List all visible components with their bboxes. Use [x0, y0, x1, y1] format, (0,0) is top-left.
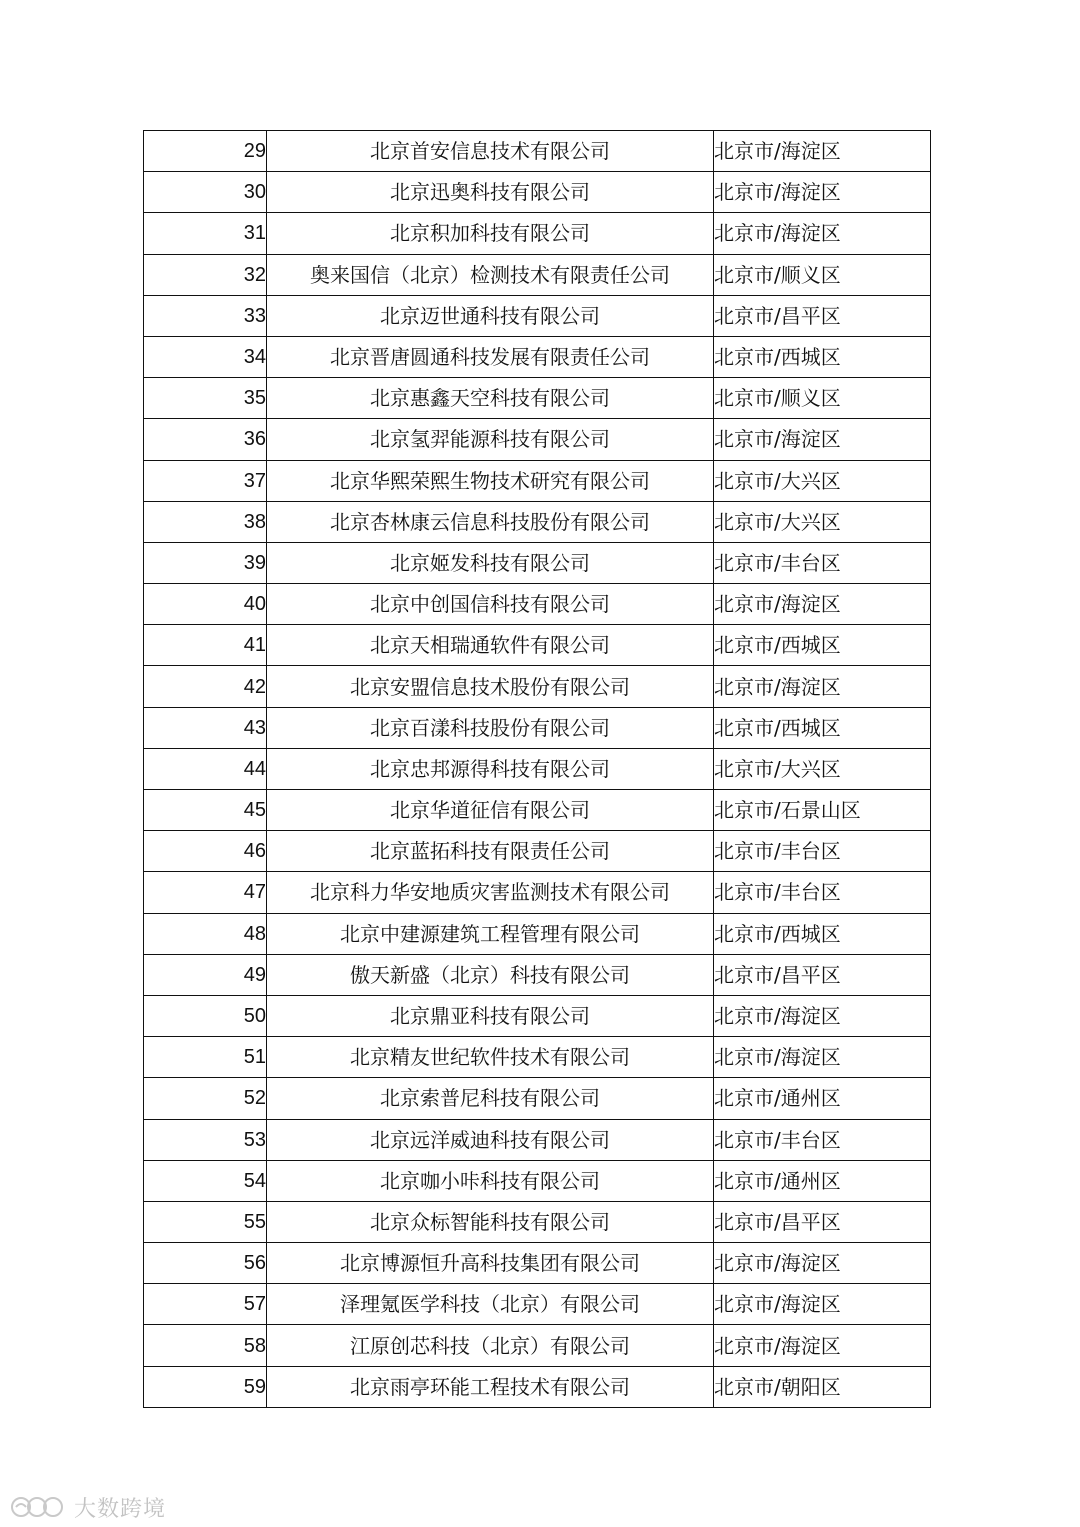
- company-location: 北京市/海淀区: [714, 995, 931, 1036]
- company-name: 北京雨亭环能工程技术有限公司: [267, 1366, 714, 1407]
- table-row: [144, 1160, 931, 1201]
- row-number: 40: [144, 584, 267, 625]
- row-number: 48: [144, 913, 267, 954]
- company-location: 北京市/西城区: [714, 336, 931, 377]
- company-location: 北京市/石景山区: [714, 790, 931, 831]
- company-name: 北京科力华安地质灾害监测技术有限公司: [267, 872, 714, 913]
- company-name: 北京杏林康云信息科技股份有限公司: [267, 501, 714, 542]
- company-name: 北京华道征信有限公司: [267, 790, 714, 831]
- table-row: [144, 172, 931, 213]
- row-number: 56: [144, 1243, 267, 1284]
- row-number: 33: [144, 295, 267, 336]
- table-row: [144, 460, 931, 501]
- company-name: 北京首安信息技术有限公司: [267, 131, 714, 172]
- company-name: 北京忠邦源得科技有限公司: [267, 748, 714, 789]
- table-row: [144, 1201, 931, 1242]
- row-number: 54: [144, 1160, 267, 1201]
- company-name: 北京远洋威迪科技有限公司: [267, 1119, 714, 1160]
- company-name: 北京晋唐圆通科技发展有限责任公司: [267, 336, 714, 377]
- company-location: 北京市/海淀区: [714, 1037, 931, 1078]
- table-row: [144, 254, 931, 295]
- table-row: [144, 1078, 931, 1119]
- company-name: 北京众标智能科技有限公司: [267, 1201, 714, 1242]
- row-number: 52: [144, 1078, 267, 1119]
- company-location: 北京市/丰台区: [714, 1119, 931, 1160]
- row-number: 30: [144, 172, 267, 213]
- company-name: 北京鼎亚科技有限公司: [267, 995, 714, 1036]
- table-row: [144, 501, 931, 542]
- company-table: [143, 130, 931, 1408]
- row-number: 42: [144, 666, 267, 707]
- row-number: 45: [144, 790, 267, 831]
- row-number: 32: [144, 254, 267, 295]
- company-name: 北京迅奥科技有限公司: [267, 172, 714, 213]
- company-name: 北京中创国信科技有限公司: [267, 584, 714, 625]
- table-row: [144, 995, 931, 1036]
- table-row: [144, 748, 931, 789]
- company-location: 北京市/昌平区: [714, 295, 931, 336]
- company-name: 北京精友世纪软件技术有限公司: [267, 1037, 714, 1078]
- company-location: 北京市/海淀区: [714, 131, 931, 172]
- brand-logo-icon: [10, 1494, 70, 1520]
- row-number: 34: [144, 336, 267, 377]
- row-number: 58: [144, 1325, 267, 1366]
- row-number: 38: [144, 501, 267, 542]
- table-row: [144, 1243, 931, 1284]
- row-number: 57: [144, 1284, 267, 1325]
- company-location: 北京市/海淀区: [714, 172, 931, 213]
- company-name: 北京索普尼科技有限公司: [267, 1078, 714, 1119]
- row-number: 35: [144, 378, 267, 419]
- company-name: 北京安盟信息技术股份有限公司: [267, 666, 714, 707]
- table-row: [144, 913, 931, 954]
- company-location: 北京市/通州区: [714, 1078, 931, 1119]
- company-location: 北京市/西城区: [714, 625, 931, 666]
- company-location: 北京市/昌平区: [714, 954, 931, 995]
- table-row: [144, 831, 931, 872]
- table-row: [144, 666, 931, 707]
- company-location: 北京市/海淀区: [714, 584, 931, 625]
- company-location: 北京市/丰台区: [714, 872, 931, 913]
- watermark: [10, 1492, 166, 1522]
- company-name: 北京华熙荣熙生物技术研究有限公司: [267, 460, 714, 501]
- row-number: 31: [144, 213, 267, 254]
- table-row: [144, 336, 931, 377]
- company-name: 傲天新盛（北京）科技有限公司: [267, 954, 714, 995]
- company-location: 北京市/昌平区: [714, 1201, 931, 1242]
- company-location: 北京市/大兴区: [714, 460, 931, 501]
- table-row: [144, 378, 931, 419]
- company-name: 北京百漾科技股份有限公司: [267, 707, 714, 748]
- company-name: 北京姬发科技有限公司: [267, 542, 714, 583]
- row-number: 41: [144, 625, 267, 666]
- table-row: [144, 542, 931, 583]
- table-row: [144, 954, 931, 995]
- row-number: 29: [144, 131, 267, 172]
- company-location: 北京市/海淀区: [714, 1243, 931, 1284]
- company-name: 北京蓝拓科技有限责任公司: [267, 831, 714, 872]
- row-number: 51: [144, 1037, 267, 1078]
- company-location: 北京市/海淀区: [714, 1325, 931, 1366]
- table-row: [144, 790, 931, 831]
- row-number: 46: [144, 831, 267, 872]
- company-location: 北京市/丰台区: [714, 831, 931, 872]
- table-row: [144, 707, 931, 748]
- row-number: 36: [144, 419, 267, 460]
- company-name: 泽理氪医学科技（北京）有限公司: [267, 1284, 714, 1325]
- table-row: [144, 1325, 931, 1366]
- table-row: [144, 419, 931, 460]
- row-number: 43: [144, 707, 267, 748]
- watermark-text: 大数跨境: [74, 1496, 167, 1522]
- company-name: 北京咖小咔科技有限公司: [267, 1160, 714, 1201]
- row-number: 55: [144, 1201, 267, 1242]
- company-location: 北京市/丰台区: [714, 542, 931, 583]
- company-location: 北京市/西城区: [714, 913, 931, 954]
- row-number: 47: [144, 872, 267, 913]
- row-number: 59: [144, 1366, 267, 1407]
- table-row: [144, 213, 931, 254]
- company-location: 北京市/大兴区: [714, 748, 931, 789]
- company-name: 北京博源恒升高科技集团有限公司: [267, 1243, 714, 1284]
- table-row: [144, 872, 931, 913]
- company-location: 北京市/通州区: [714, 1160, 931, 1201]
- company-name: 北京氢羿能源科技有限公司: [267, 419, 714, 460]
- row-number: 37: [144, 460, 267, 501]
- table-row: [144, 1037, 931, 1078]
- row-number: 39: [144, 542, 267, 583]
- table-row: [144, 295, 931, 336]
- company-name: 北京天相瑞通软件有限公司: [267, 625, 714, 666]
- company-name: 北京积加科技有限公司: [267, 213, 714, 254]
- table-row: [144, 1366, 931, 1407]
- row-number: 49: [144, 954, 267, 995]
- table-row: [144, 625, 931, 666]
- company-location: 北京市/海淀区: [714, 666, 931, 707]
- table-row: [144, 1119, 931, 1160]
- table-body: [144, 131, 931, 1408]
- company-location: 北京市/海淀区: [714, 1284, 931, 1325]
- company-location: 北京市/海淀区: [714, 213, 931, 254]
- company-location: 北京市/朝阳区: [714, 1366, 931, 1407]
- company-name: 北京迈世通科技有限公司: [267, 295, 714, 336]
- company-name: 奥来国信（北京）检测技术有限责任公司: [267, 254, 714, 295]
- row-number: 50: [144, 995, 267, 1036]
- company-location: 北京市/顺义区: [714, 254, 931, 295]
- table-row: [144, 131, 931, 172]
- company-name: 北京惠鑫天空科技有限公司: [267, 378, 714, 419]
- company-location: 北京市/海淀区: [714, 419, 931, 460]
- company-location: 北京市/大兴区: [714, 501, 931, 542]
- row-number: 53: [144, 1119, 267, 1160]
- company-location: 北京市/顺义区: [714, 378, 931, 419]
- company-name: 江原创芯科技（北京）有限公司: [267, 1325, 714, 1366]
- company-location: 北京市/西城区: [714, 707, 931, 748]
- row-number: 44: [144, 748, 267, 789]
- table-row: [144, 584, 931, 625]
- company-name: 北京中建源建筑工程管理有限公司: [267, 913, 714, 954]
- table-row: [144, 1284, 931, 1325]
